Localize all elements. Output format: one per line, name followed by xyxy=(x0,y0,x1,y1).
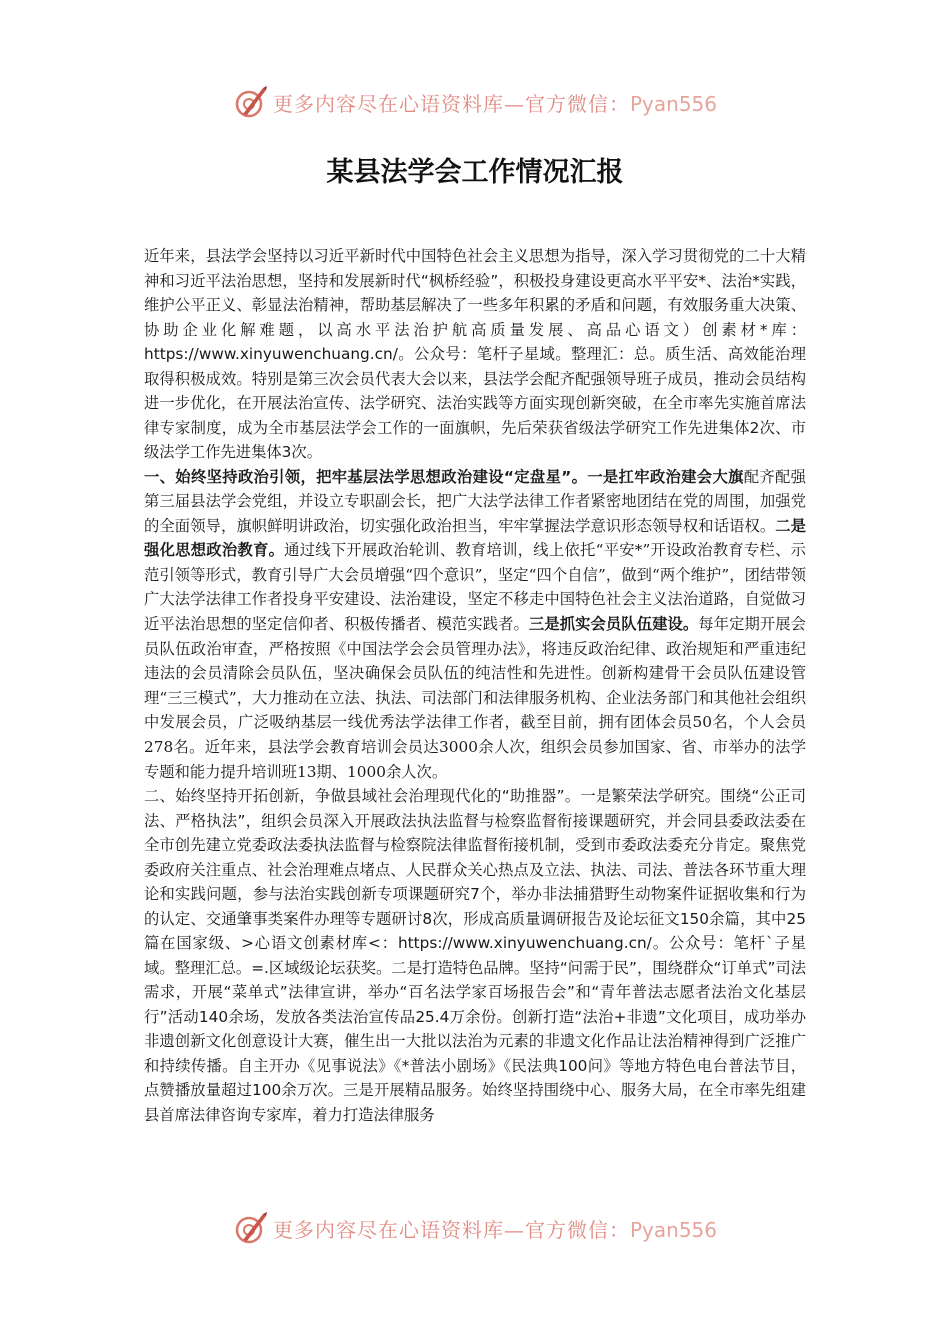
watermark-text: 更多内容尽在心语资料库—官方微信：Pyan556 xyxy=(272,91,717,116)
document-body xyxy=(144,244,806,1127)
watermark-footer xyxy=(0,1208,950,1248)
section-1-lead-3: 三是抓实会员队伍建设。 xyxy=(528,615,699,634)
section-1-heading: 一、始终坚持政治引领，把牢基层法学思想政治建设“定盘星”。 xyxy=(144,467,588,486)
section-1-text-1: 配齐配强第三届县法学会党组，并设立专职副会长，把广大法学法律工作者紧密地团结在党的周围，加强党的全面领导，旗帜鲜明讲政治，切实强化政治担当，牢牢掌握法学意识形态领导权和话语权。 xyxy=(144,467,806,535)
section-1-text-2: 通过线下开展政治轮训、教育培训，线上依托“平安*”开设政治教育专栏、示范引领等形式，教育引导广大会员增强“四个意识”，坚定“四个自信”，做到“两个维护”，团结带领广大法学法律工作者投身平安建设、法治建设，坚定不移走中国特色社会主义法治道路，自觉做习近平法治思想的坚定信仰者、积极传播者、模范实践者。 xyxy=(144,541,806,634)
quill-logo-icon xyxy=(233,84,269,120)
section-1-lead-2: 二是强化思想政治教育。 xyxy=(144,516,806,560)
section-2-paragraph: 二、始终坚持开拓创新，争做县域社会治理现代化的“助推器”。一是繁荣法学研究。围绕“公正司法、严格执法”，组织会员深入开展政法执法监督与检察监督衔接课题研究，并会同县委政法委在全市创先建立党委政法委执法监督与检察院法律监督衔接机制，受到市委政法委充分肯定。聚焦党委政府关注重点、社会治理难点堵点、人民群众关心热点及立法、执法、司法、普法各环节重大理论和实践问题，参与法治实践创新专项课题研究7个，举办非法捕猎野生动物案件证据收集和行为的认定、交通肇事类案件办理等专题研讨8次，形成高质量调研报告及论坛征文150余篇，其中25篇在国家级、>心语文创素材库<：https://www.xinyuwenchuang.cn/。公众号：笔杆`子星域。整理汇总。=.区域级论坛获奖。二是打造特色品牌。坚持“问需于民”，围绕群众“订单式”司法需求，开展“菜单式”法律宣讲，举办“百名法学家百场报告会”和“青年普法志愿者法治文化基层行”活动140余场，发放各类法治宣传品25.4万余份。创新打造“法治+非遗”文化项目，成功举办非遗创新文化创意设计大赛，催生出一大批以法治为元素的非遗文化作品让法治精神得到广泛推广和持续传播。自主开办《见事说法》《*普法小剧场》《民法典100问》等地方特色电台普法节目，点赞播放量超过100余万次。三是开展精品服务。始终坚持围绕中心、服务大局，在全市率先组建县首席法律咨询专家库，着力打造法律服务 xyxy=(144,787,806,1124)
section-1-text-3: 每年定期开展会员队伍政治审查，严格按照《中国法学会会员管理办法》，将违反政治纪律、政治规矩和严重违纪违法的会员清除会员队伍，坚决确保会员队伍的纯洁性和先进性。创新构建骨干会员队伍建设管理“三三模式”，大力推动在立法、执法、司法部门和法律服务机构、企业法务部门和其他社会组织中发展会员，广泛吸纳基层一线优秀法学法律工作者，截至目前，拥有团体会员50名，个人会员278名。近年来，县法学会教育培训会员达3000余人次，组织会员参加国家、省、市举办的法学专题和能力提升培训班13期、1000余人次。 xyxy=(144,615,806,781)
watermark-header xyxy=(0,82,950,122)
section-1-lead-1: 一是扛牢政治建会大旗 xyxy=(587,467,744,486)
watermark-text: 更多内容尽在心语资料库—官方微信：Pyan556 xyxy=(272,1217,717,1242)
quill-logo-icon xyxy=(233,1210,269,1246)
section-1-paragraph xyxy=(144,465,806,785)
page-title: 某县法学会工作情况汇报 xyxy=(326,157,624,188)
intro-paragraph: 近年来，县法学会坚持以习近平新时代中国特色社会主义思想为指导，深入学习贯彻党的二十大精神和习近平法治思想，坚持和发展新时代“枫桥经验”，积极投身建设更高水平平安*、法治*实践，维护公平正义、彰显法治精神，帮助基层解决了一些多年积累的矛盾和问题，有效服务重大决策、协助企业化解难题，以高水平法治护航高质量发展、高品心语文）创素材*库：https://www.xinyuwenchuang.cn/。公众号：笔杆子星域。整理汇：总。质生活、高效能治理取得积极成效。特别是第三次会员代表大会以来，县法学会配齐配强领导班子成员，推动会员结构进一步优化，在开展法治宣传、法学研究、法治实践等方面实现创新突破，在全市率先实施首席法律专家制度，成为全市基层法学会工作的一面旗帜，先后荣获省级法学研究工作先进集体2次、市级法学工作先进集体3次。 xyxy=(144,247,806,461)
